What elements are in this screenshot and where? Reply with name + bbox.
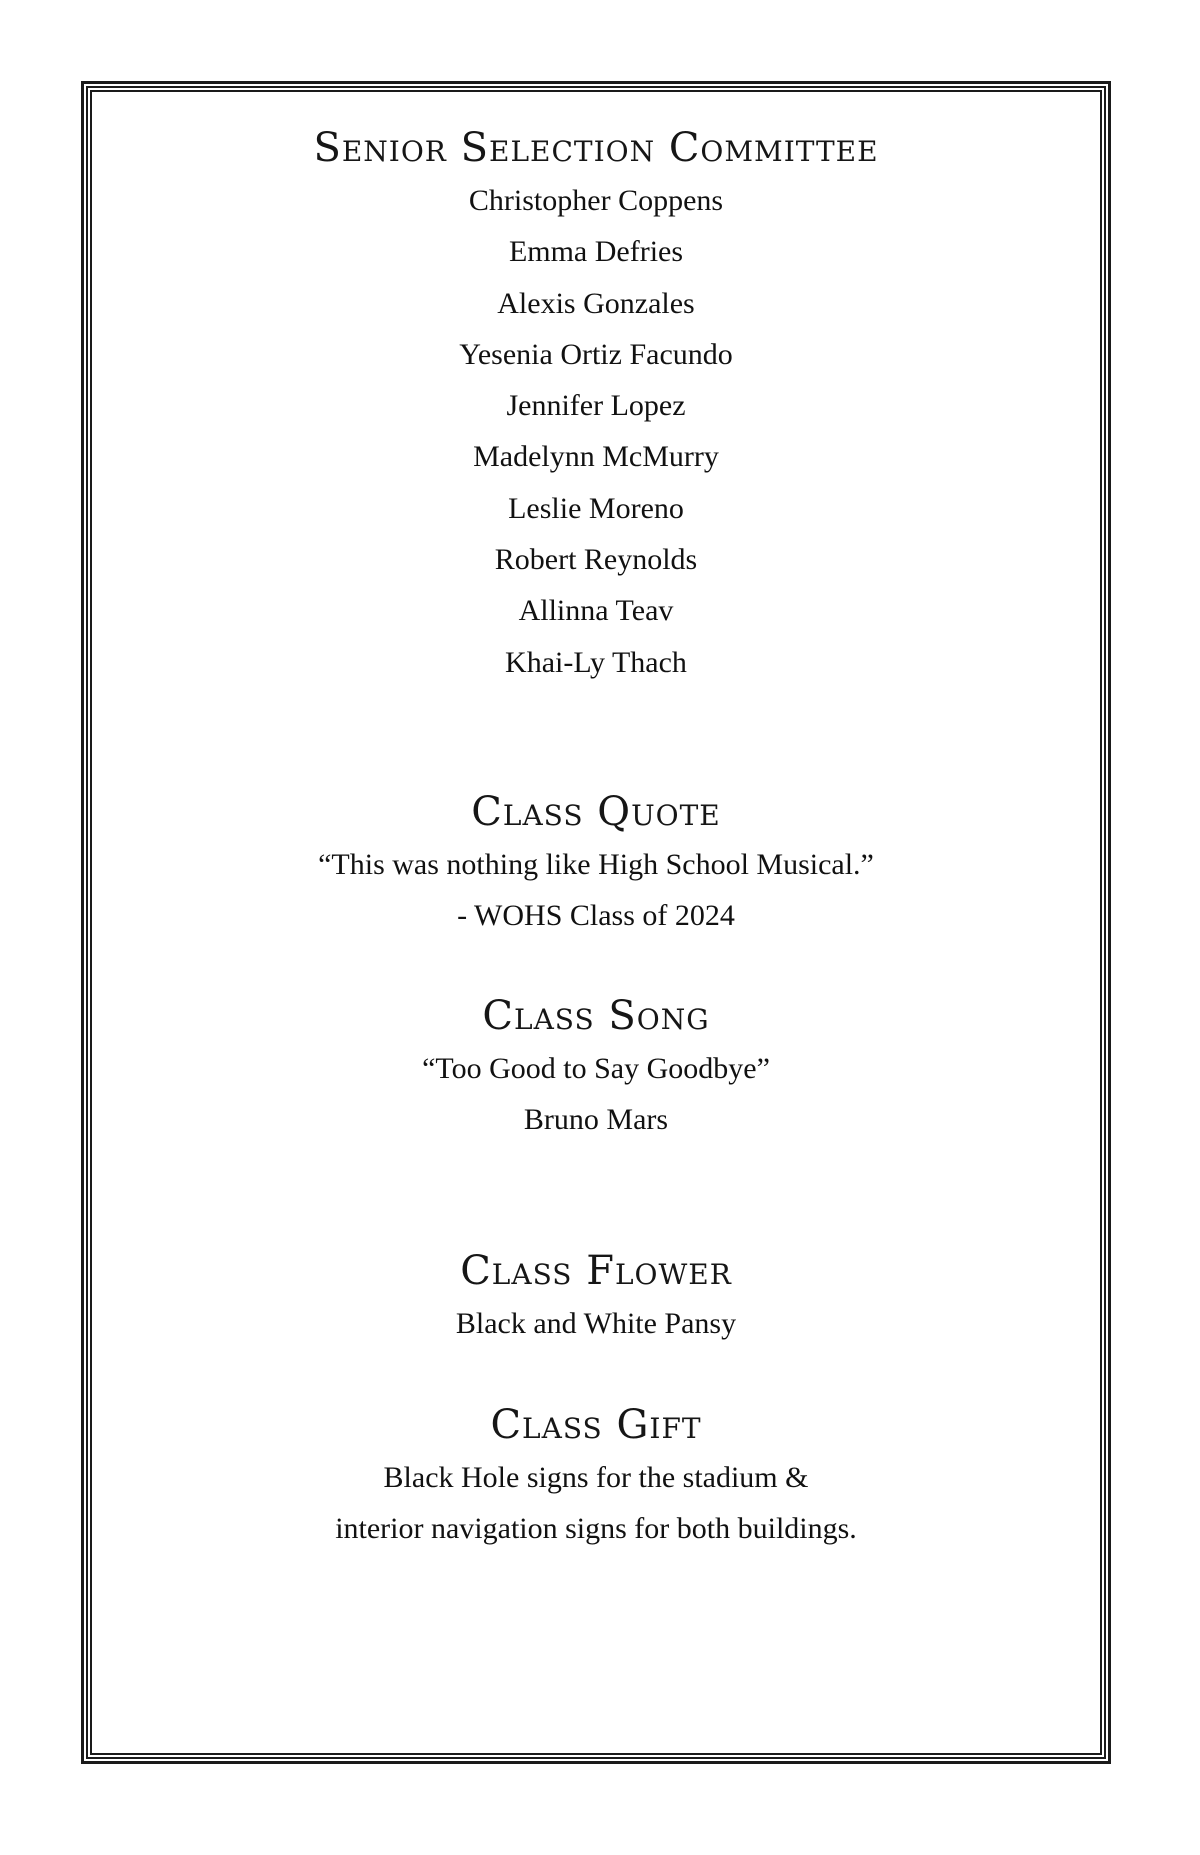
quote-attribution: - WOHS Class of 2024 <box>457 899 735 933</box>
committee-heading: Senior Selection Committee <box>313 125 879 171</box>
song-section <box>92 992 1100 1146</box>
committee-section <box>92 124 1100 688</box>
committee-member: Allinna Teav <box>518 594 674 628</box>
gift-heading: Class Gift <box>490 1402 702 1448</box>
program-page <box>92 92 1100 1753</box>
committee-member-list <box>92 175 1100 688</box>
committee-member: Alexis Gonzales <box>497 286 695 320</box>
committee-member: Christopher Coppens <box>468 184 724 217</box>
committee-member: Madelynn McMurry <box>473 440 719 474</box>
committee-member: Emma Defries <box>508 235 684 269</box>
flower-heading: Class Flower <box>460 1248 732 1294</box>
gift-line-2: interior navigation signs for both buildings. <box>335 1512 857 1546</box>
committee-member: Khai-Ly Thach <box>505 645 687 679</box>
quote-heading: Class Quote <box>471 789 721 835</box>
song-artist: Bruno Mars <box>523 1103 669 1137</box>
gift-section <box>92 1401 1100 1555</box>
committee-member: Robert Reynolds <box>494 543 698 577</box>
flower-name: Black and White Pansy <box>455 1307 737 1340</box>
committee-member: Leslie Moreno <box>508 491 684 525</box>
quote-text: “This was nothing like High School Musical.” <box>318 848 874 881</box>
gift-line-1: Black Hole signs for the stadium & <box>383 1461 809 1494</box>
committee-member: Jennifer Lopez <box>506 389 686 423</box>
flower-section <box>92 1247 1100 1349</box>
committee-member: Yesenia Ortiz Facundo <box>459 337 733 371</box>
song-heading: Class Song <box>482 993 710 1039</box>
song-title: “Too Good to Say Goodbye” <box>422 1052 770 1085</box>
quote-section <box>92 788 1100 942</box>
